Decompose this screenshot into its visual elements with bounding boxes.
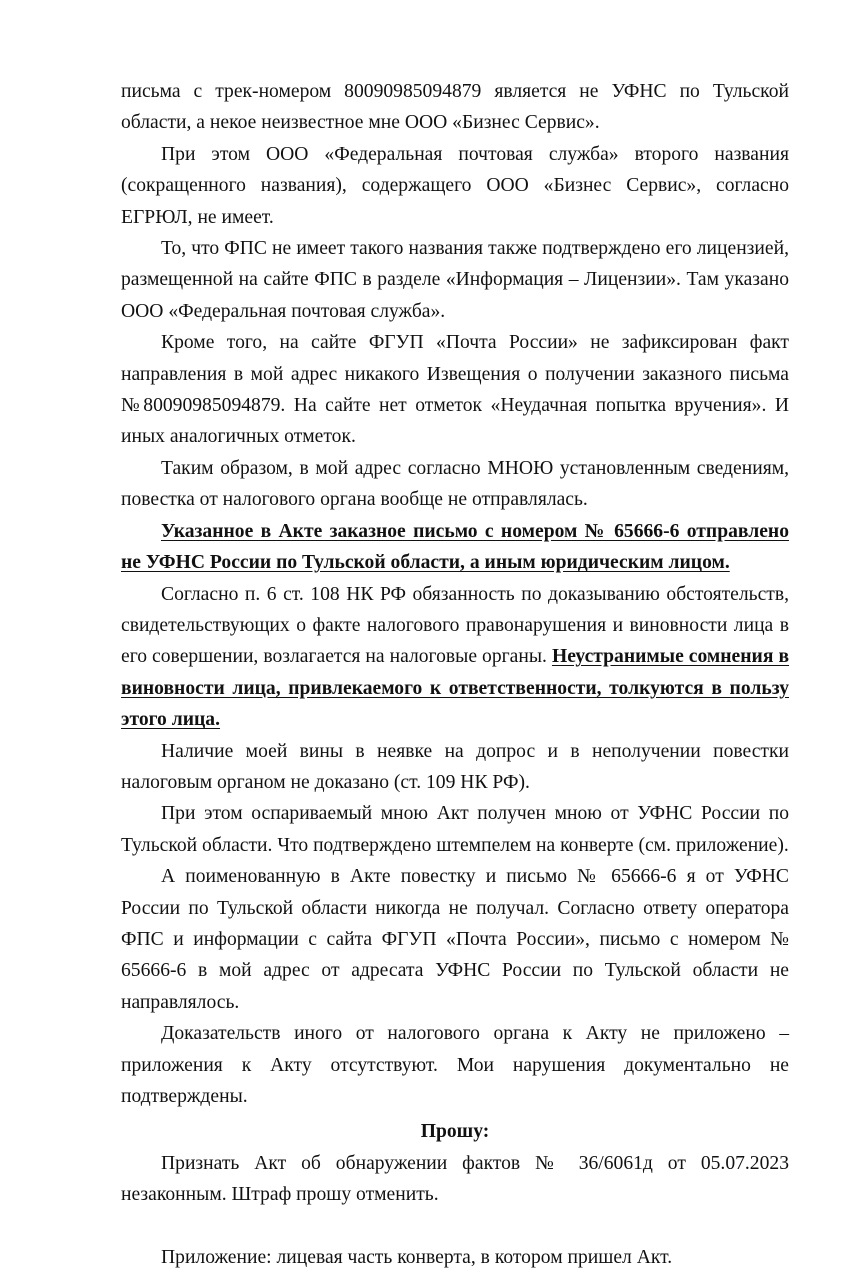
doubts-in-favor-text: Неустранимые сомнения в виновности лица, привлекаемого к ответственности, толкуются в пользу этого лица. xyxy=(121,646,790,731)
paragraph-request: Признать Акт об обнаружении фактов № 36/6061д от 05.07.2023 незаконным. Штраф прошу отменить. xyxy=(121,1152,789,1206)
paragraph-tracking-sender: письма с трек-номером 80090985094879 является не УФНС по Тульской области, а некое неизвестное мне ООО «Бизнес Сервис». xyxy=(121,81,789,134)
paragraph-fps-second-name: При этом ООО «Федеральная почтовая служба» второго названия (сокращенного названия), содержащего ООО «Бизнес Сервис», согласно ЕГРЮЛ, не имеет. xyxy=(121,143,789,228)
paragraph-russian-post-site: Кроме того, на сайте ФГУП «Почта России» не зафиксирован факт направления в мой адрес никакого Извещения о получении заказного письма №80090985094879. На сайте нет отметок «Неудачная попытка вручения». И иных аналогичных отметок. xyxy=(121,332,789,448)
paragraph-act-received: При этом оспариваемый мною Акт получен мною от УФНС России по Тульской области. Что подтверждено штемпелем на конверте (см. приложение). xyxy=(121,803,789,856)
paragraph-summons-not-sent: Таким образом, в мой адрес согласно МНОЮ установленным сведениям, повестка от налогового органа вообще не отправлялась. xyxy=(121,457,789,511)
attachment-note: Приложение: лицевая часть конверта, в котором пришел Акт. xyxy=(161,1246,673,1268)
paragraph-guilt-not-proven: Наличие моей вины в неявке на допрос и в неполучении повестки налоговым органом не доказано (ст. 109 НК РФ). xyxy=(121,740,789,793)
paragraph-letter-other-entity: Указанное в Акте заказное письмо с номером № 65666-6 отправлено не УФНС России по Тульской области, а иным юридическим лицом. xyxy=(121,520,789,574)
burden-of-proof-text: Согласно п. 6 ст. 108 НК РФ обязанность по доказыванию обстоятельств, свидетельствующих о факте налогового правонарушения и виновности лица в его совершении, возлагается на налоговые органы. xyxy=(121,583,789,668)
paragraph-burden-of-proof xyxy=(121,579,789,736)
paragraph-fps-license: То, что ФПС не имеет такого названия также подтверждено его лицензией, размещенной на сайте ФПС в разделе «Информация – Лицензии». Там указано ООО «Федеральная почтовая служба». xyxy=(121,238,789,322)
paragraph-no-evidence: Доказательств иного от налогового органа к Акту не приложено – приложения к Акту отсутствуют. Мои нарушения документально не подтверждены. xyxy=(121,1023,789,1107)
paragraph-summons-not-received: А поименованную в Акте повестку и письмо № 65666-6 я от УФНС России по Тульской области никогда не получал. Согласно ответу оператора ФПС и информации с сайта ФГУП «Почта России», письмо с номером № 65666-6 в мой адрес от адресата УФНС России по Тульской области не направлялось. xyxy=(121,866,789,1013)
request-heading: Прошу: xyxy=(420,1121,490,1143)
document-page xyxy=(121,76,789,1273)
